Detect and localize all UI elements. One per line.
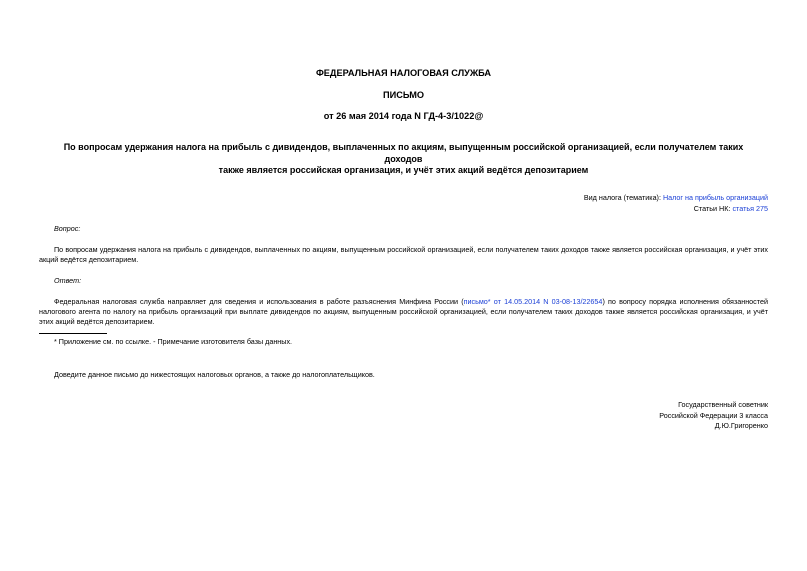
subject-line-2: также является российская организация, и учёт этих акций ведётся депозитарием bbox=[218, 165, 589, 175]
subject-line-1: По вопросам удержания налога на прибыль с дивидендов, выплаченных по акциям, выпущенным российской организацией, если получателем таких доходов bbox=[63, 142, 744, 164]
nk-article-link[interactable]: статья 275 bbox=[732, 204, 768, 213]
answer-text bbox=[39, 297, 768, 328]
question-label: Вопрос: bbox=[54, 224, 81, 233]
document-type: ПИСЬМО bbox=[382, 90, 425, 100]
instruction-text: Доведите данное письмо до нижестоящих налоговых органов, а также до налогоплательщиков. bbox=[54, 370, 375, 379]
nk-articles-row bbox=[584, 203, 768, 214]
document-date-number: от 26 мая 2014 года N ГД-4-3/1022@ bbox=[323, 111, 484, 121]
minfin-letter-link[interactable]: письмо* от 14.05.2014 N 03-08-13/22654 bbox=[463, 297, 603, 306]
question-text: По вопросам удержания налога на прибыль с дивидендов, выплаченных по акциям, выпущенным российской организацией, если получателем таких доходов также является российская организация, и учёт этих акций ведётся депозитарием. bbox=[39, 245, 768, 265]
answer-text-before: Федеральная налоговая служба направляет для сведения и использования в работе разъяснения Минфина России ( bbox=[54, 297, 464, 306]
answer-text-after: ) по вопросу порядка исполнения обязанностей налогового агента по налогу на прибыль организаций при выплате дивидендов по акциям, выпущенным российской организацией, если получателем таких доходов также является российская организация, и учёт этих акций ведётся депозитарием. bbox=[39, 297, 768, 327]
document-subject bbox=[45, 142, 762, 177]
tax-type-link[interactable]: Налог на прибыль организаций bbox=[662, 193, 768, 202]
signature-block bbox=[659, 400, 768, 432]
signature-name: Д.Ю.Григоренко bbox=[714, 421, 768, 431]
tax-type-label: Вид налога (тематика): bbox=[583, 193, 661, 202]
signature-title-2: Российской Федерации 3 класса bbox=[659, 410, 768, 420]
signature-title-1: Государственный советник bbox=[678, 400, 768, 409]
agency-title: ФЕДЕРАЛЬНАЯ НАЛОГОВАЯ СЛУЖБА bbox=[315, 68, 492, 78]
document-meta bbox=[584, 192, 768, 214]
answer-label: Ответ: bbox=[54, 276, 82, 285]
footnote-divider bbox=[39, 333, 107, 334]
nk-articles-label: Статьи НК: bbox=[693, 204, 731, 213]
tax-type-row bbox=[584, 192, 768, 203]
footnote: * Приложение см. по ссылке. - Примечание изготовителя базы данных. bbox=[54, 337, 293, 346]
